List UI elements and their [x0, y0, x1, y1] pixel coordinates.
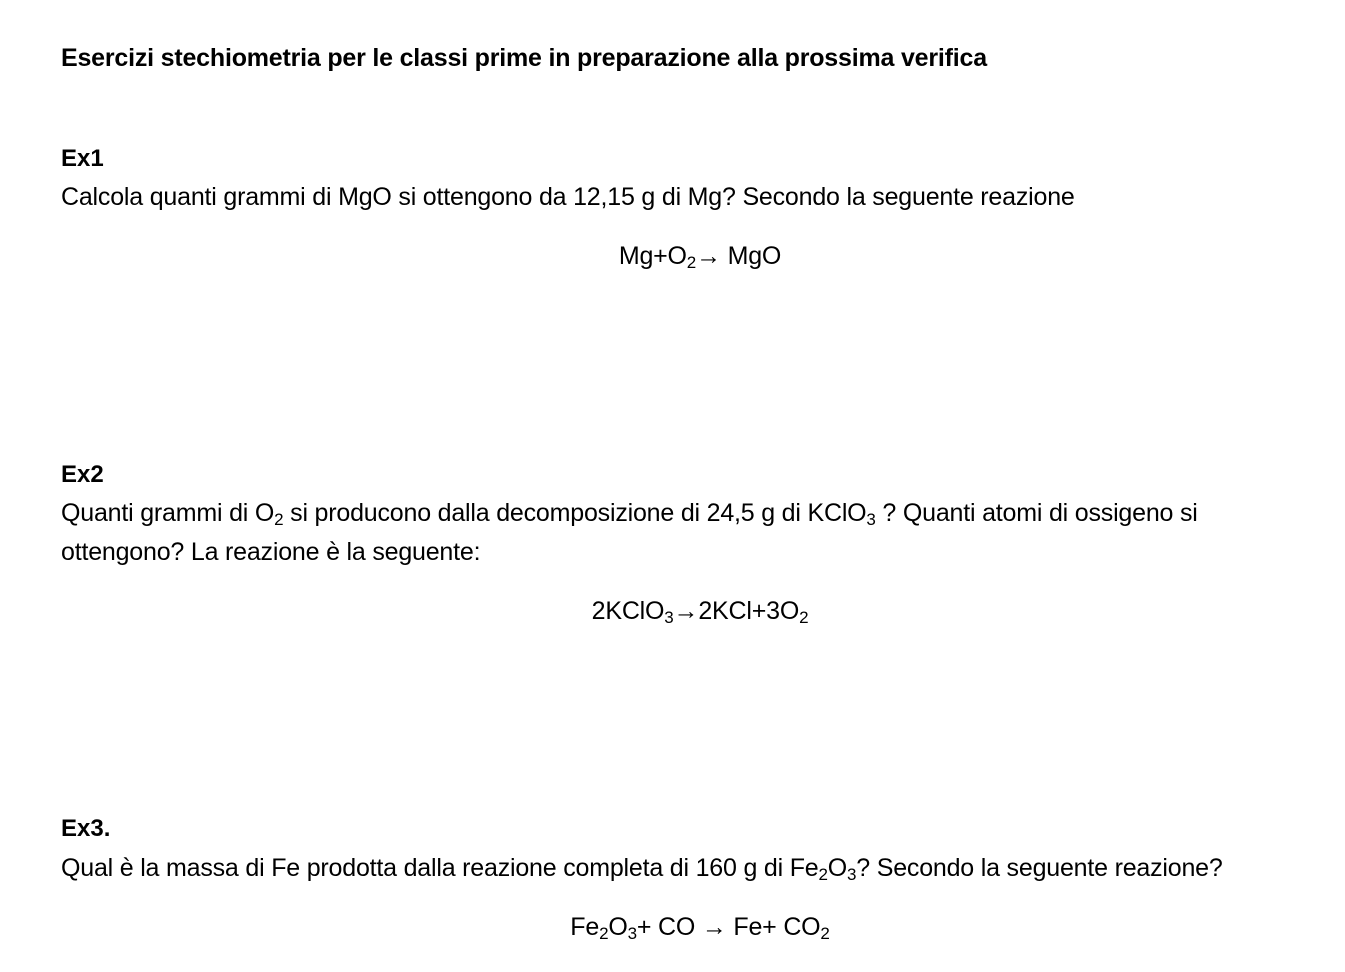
exercise-3-text-part: Qual è la massa di Fe prodotta dalla reazione completa di 160 g di Fe	[61, 854, 819, 882]
equation-subscript: 3	[627, 924, 637, 943]
equation-part: → MgO	[696, 242, 782, 270]
exercise-3-equation	[0, 913, 1345, 942]
equation-part: + CO → Fe+ CO	[636, 913, 821, 941]
equation-subscript: 2	[799, 608, 809, 627]
equation-part: Fe	[570, 913, 600, 941]
exercise-3-text-part: ? Secondo la seguente reazione?	[856, 854, 1223, 882]
exercise-1-text-part: Calcola quanti grammi di MgO si ottengono da 12,15 g di Mg? Secondo la seguente reazione	[61, 183, 1075, 211]
exercise-2-text-part: si producono dalla decomposizione di 24,5 g di KClO	[283, 499, 867, 527]
equation-subscript: 3	[664, 608, 674, 627]
equation-subscript: 2	[686, 253, 697, 272]
exercise-3-text-part: O	[827, 854, 847, 882]
equation-part: →2KCl+3O	[673, 597, 800, 625]
exercise-1-heading: Ex1	[61, 145, 104, 172]
exercise-2-text	[61, 494, 1311, 572]
text-subscript: 3	[847, 865, 857, 884]
exercise-1-equation	[0, 242, 1345, 271]
exercise-1-text	[61, 178, 1311, 217]
exercise-2-heading: Ex2	[61, 461, 104, 488]
text-subscript: 2	[818, 865, 828, 884]
equation-part: Mg+O	[618, 242, 687, 270]
text-subscript: 3	[866, 510, 876, 529]
document-title: Esercizi stechiometria per le classi prime in preparazione alla prossima verifica	[61, 44, 987, 72]
text-subscript: 2	[274, 510, 284, 529]
exercise-2-text-part: Quanti grammi di O	[61, 499, 275, 527]
exercise-3-heading: Ex3.	[61, 815, 111, 842]
exercise-2-text-part: ? Quanti atomi di ossigeno si ottengono? La reazione è la seguente:	[61, 499, 1198, 566]
equation-subscript: 2	[599, 924, 609, 943]
equation-part: 2KClO	[591, 597, 665, 625]
equation-part: O	[608, 913, 628, 941]
equation-subscript: 2	[820, 924, 830, 943]
exercise-2-equation	[0, 597, 1345, 626]
exercise-3-text	[61, 849, 1311, 888]
